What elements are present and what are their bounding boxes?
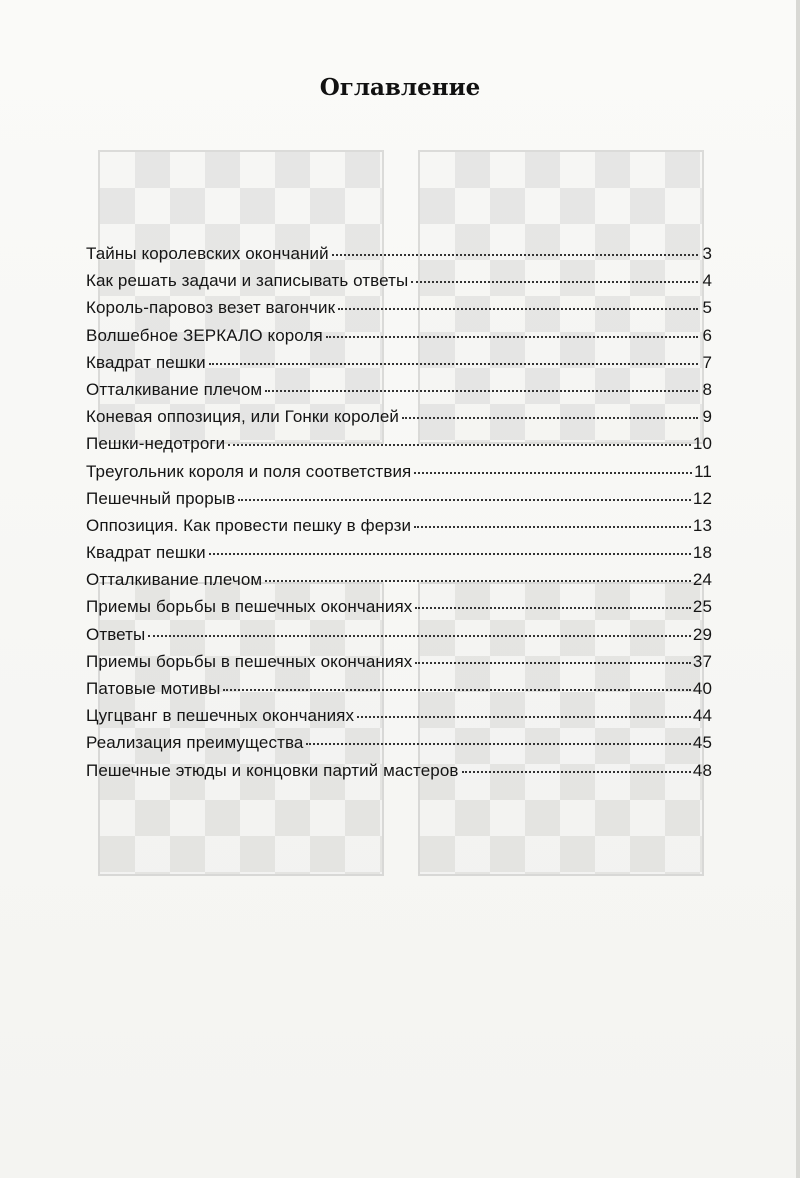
toc-entry-title: Ответы: [86, 624, 146, 644]
toc-entry-title: Приемы борьбы в пешечных окончаниях: [86, 651, 413, 671]
toc-entry[interactable]: [86, 326, 712, 353]
toc-entry[interactable]: [86, 298, 712, 325]
table-of-contents: [86, 244, 712, 788]
toc-entry-title: Пешечный прорыв: [86, 488, 236, 508]
toc-entry-title: Как решать задачи и записывать ответы: [86, 271, 409, 291]
toc-leader-dots: [209, 553, 691, 555]
toc-entry[interactable]: [86, 761, 712, 788]
toc-leader-dots: [223, 689, 690, 691]
toc-leader-dots: [338, 308, 698, 310]
toc-entry-page: 48: [692, 760, 712, 780]
toc-entry-title: Король-паровоз везет вагончик: [86, 298, 336, 318]
toc-entry-title: Треугольник короля и поля соответствия: [86, 461, 412, 481]
toc-leader-dots: [265, 580, 691, 582]
toc-entry-title: Квадрат пешки: [86, 543, 206, 563]
toc-entry[interactable]: [86, 625, 712, 652]
toc-entry-title: Патовые мотивы: [86, 679, 221, 698]
toc-entry[interactable]: [86, 271, 712, 298]
toc-entry-title: Отталкивание плечом: [86, 379, 263, 399]
toc-entry-page: 13: [692, 515, 712, 535]
toc-entry-page: 8: [702, 379, 712, 399]
toc-entry[interactable]: [86, 570, 712, 597]
toc-entry[interactable]: [86, 516, 712, 543]
toc-entry-title: Отталкивание плечом: [86, 570, 263, 590]
toc-entry-title: Пешки-недотроги: [86, 434, 226, 454]
toc-entry-page: 29: [692, 624, 712, 644]
toc-leader-dots: [148, 635, 691, 637]
toc-entry-page: 12: [692, 488, 712, 508]
toc-entry-page: 10: [692, 434, 712, 454]
page-edge: [796, 0, 800, 1178]
toc-entry-title: Цугцванг в пешечных окончаниях: [86, 706, 355, 726]
toc-leader-dots: [209, 363, 698, 365]
toc-leader-dots: [332, 254, 698, 256]
toc-entry-page: 6: [702, 325, 712, 345]
toc-entry-page: 25: [692, 597, 712, 617]
toc-entry-title: Квадрат пешки: [86, 352, 206, 372]
toc-entry[interactable]: [86, 706, 712, 733]
toc-entry-title: Коневая оппозиция, или Гонки королей: [86, 407, 400, 427]
toc-leader-dots: [415, 607, 690, 609]
toc-entry-title: Волшебное ЗЕРКАЛО короля: [86, 325, 323, 345]
toc-entry-page: 11: [694, 461, 712, 481]
toc-entry[interactable]: [86, 597, 712, 624]
toc-entry-page: 40: [692, 679, 712, 698]
toc-leader-dots: [306, 743, 690, 745]
toc-entry-page: 3: [702, 244, 712, 263]
toc-leader-dots: [462, 771, 691, 773]
toc-entry-title: Оппозиция. Как провести пешку в ферзи: [86, 515, 412, 535]
toc-leader-dots: [411, 281, 698, 283]
toc-entry[interactable]: [86, 434, 712, 461]
toc-entry-page: 37: [692, 651, 712, 671]
toc-leader-dots: [265, 390, 698, 392]
toc-entry[interactable]: [86, 407, 712, 434]
toc-entry[interactable]: [86, 733, 712, 760]
toc-leader-dots: [357, 716, 691, 718]
toc-entry-page: 4: [702, 271, 712, 291]
toc-entry[interactable]: [86, 679, 712, 706]
toc-entry-page: 5: [702, 298, 712, 318]
toc-entry-title: Пешечные этюды и концовки партий мастеров: [86, 760, 459, 780]
toc-entry[interactable]: [86, 543, 712, 570]
toc-entry[interactable]: [86, 353, 712, 380]
toc-leader-dots: [228, 444, 691, 446]
toc-entry[interactable]: [86, 462, 712, 489]
toc-entry[interactable]: [86, 244, 712, 271]
toc-entry-title: Реализация преимущества: [86, 733, 304, 753]
toc-entry-page: 44: [692, 706, 712, 726]
toc-entry-page: 9: [702, 407, 712, 427]
toc-entry[interactable]: [86, 652, 712, 679]
toc-leader-dots: [238, 499, 691, 501]
page-title: Оглавление: [319, 74, 481, 101]
toc-entry-page: 45: [692, 733, 712, 753]
toc-leader-dots: [402, 417, 698, 419]
toc-entry[interactable]: [86, 380, 712, 407]
toc-entry-page: 7: [702, 352, 712, 372]
toc-entry-page: 18: [692, 543, 712, 563]
toc-leader-dots: [326, 336, 698, 338]
toc-entry-title: Приемы борьбы в пешечных окончаниях: [86, 597, 413, 617]
toc-leader-dots: [414, 526, 691, 528]
toc-leader-dots: [415, 662, 690, 664]
toc-entry[interactable]: [86, 489, 712, 516]
toc-leader-dots: [414, 472, 692, 474]
toc-entry-page: 24: [692, 570, 712, 590]
toc-entry-title: Тайны королевских окончаний: [86, 244, 329, 263]
